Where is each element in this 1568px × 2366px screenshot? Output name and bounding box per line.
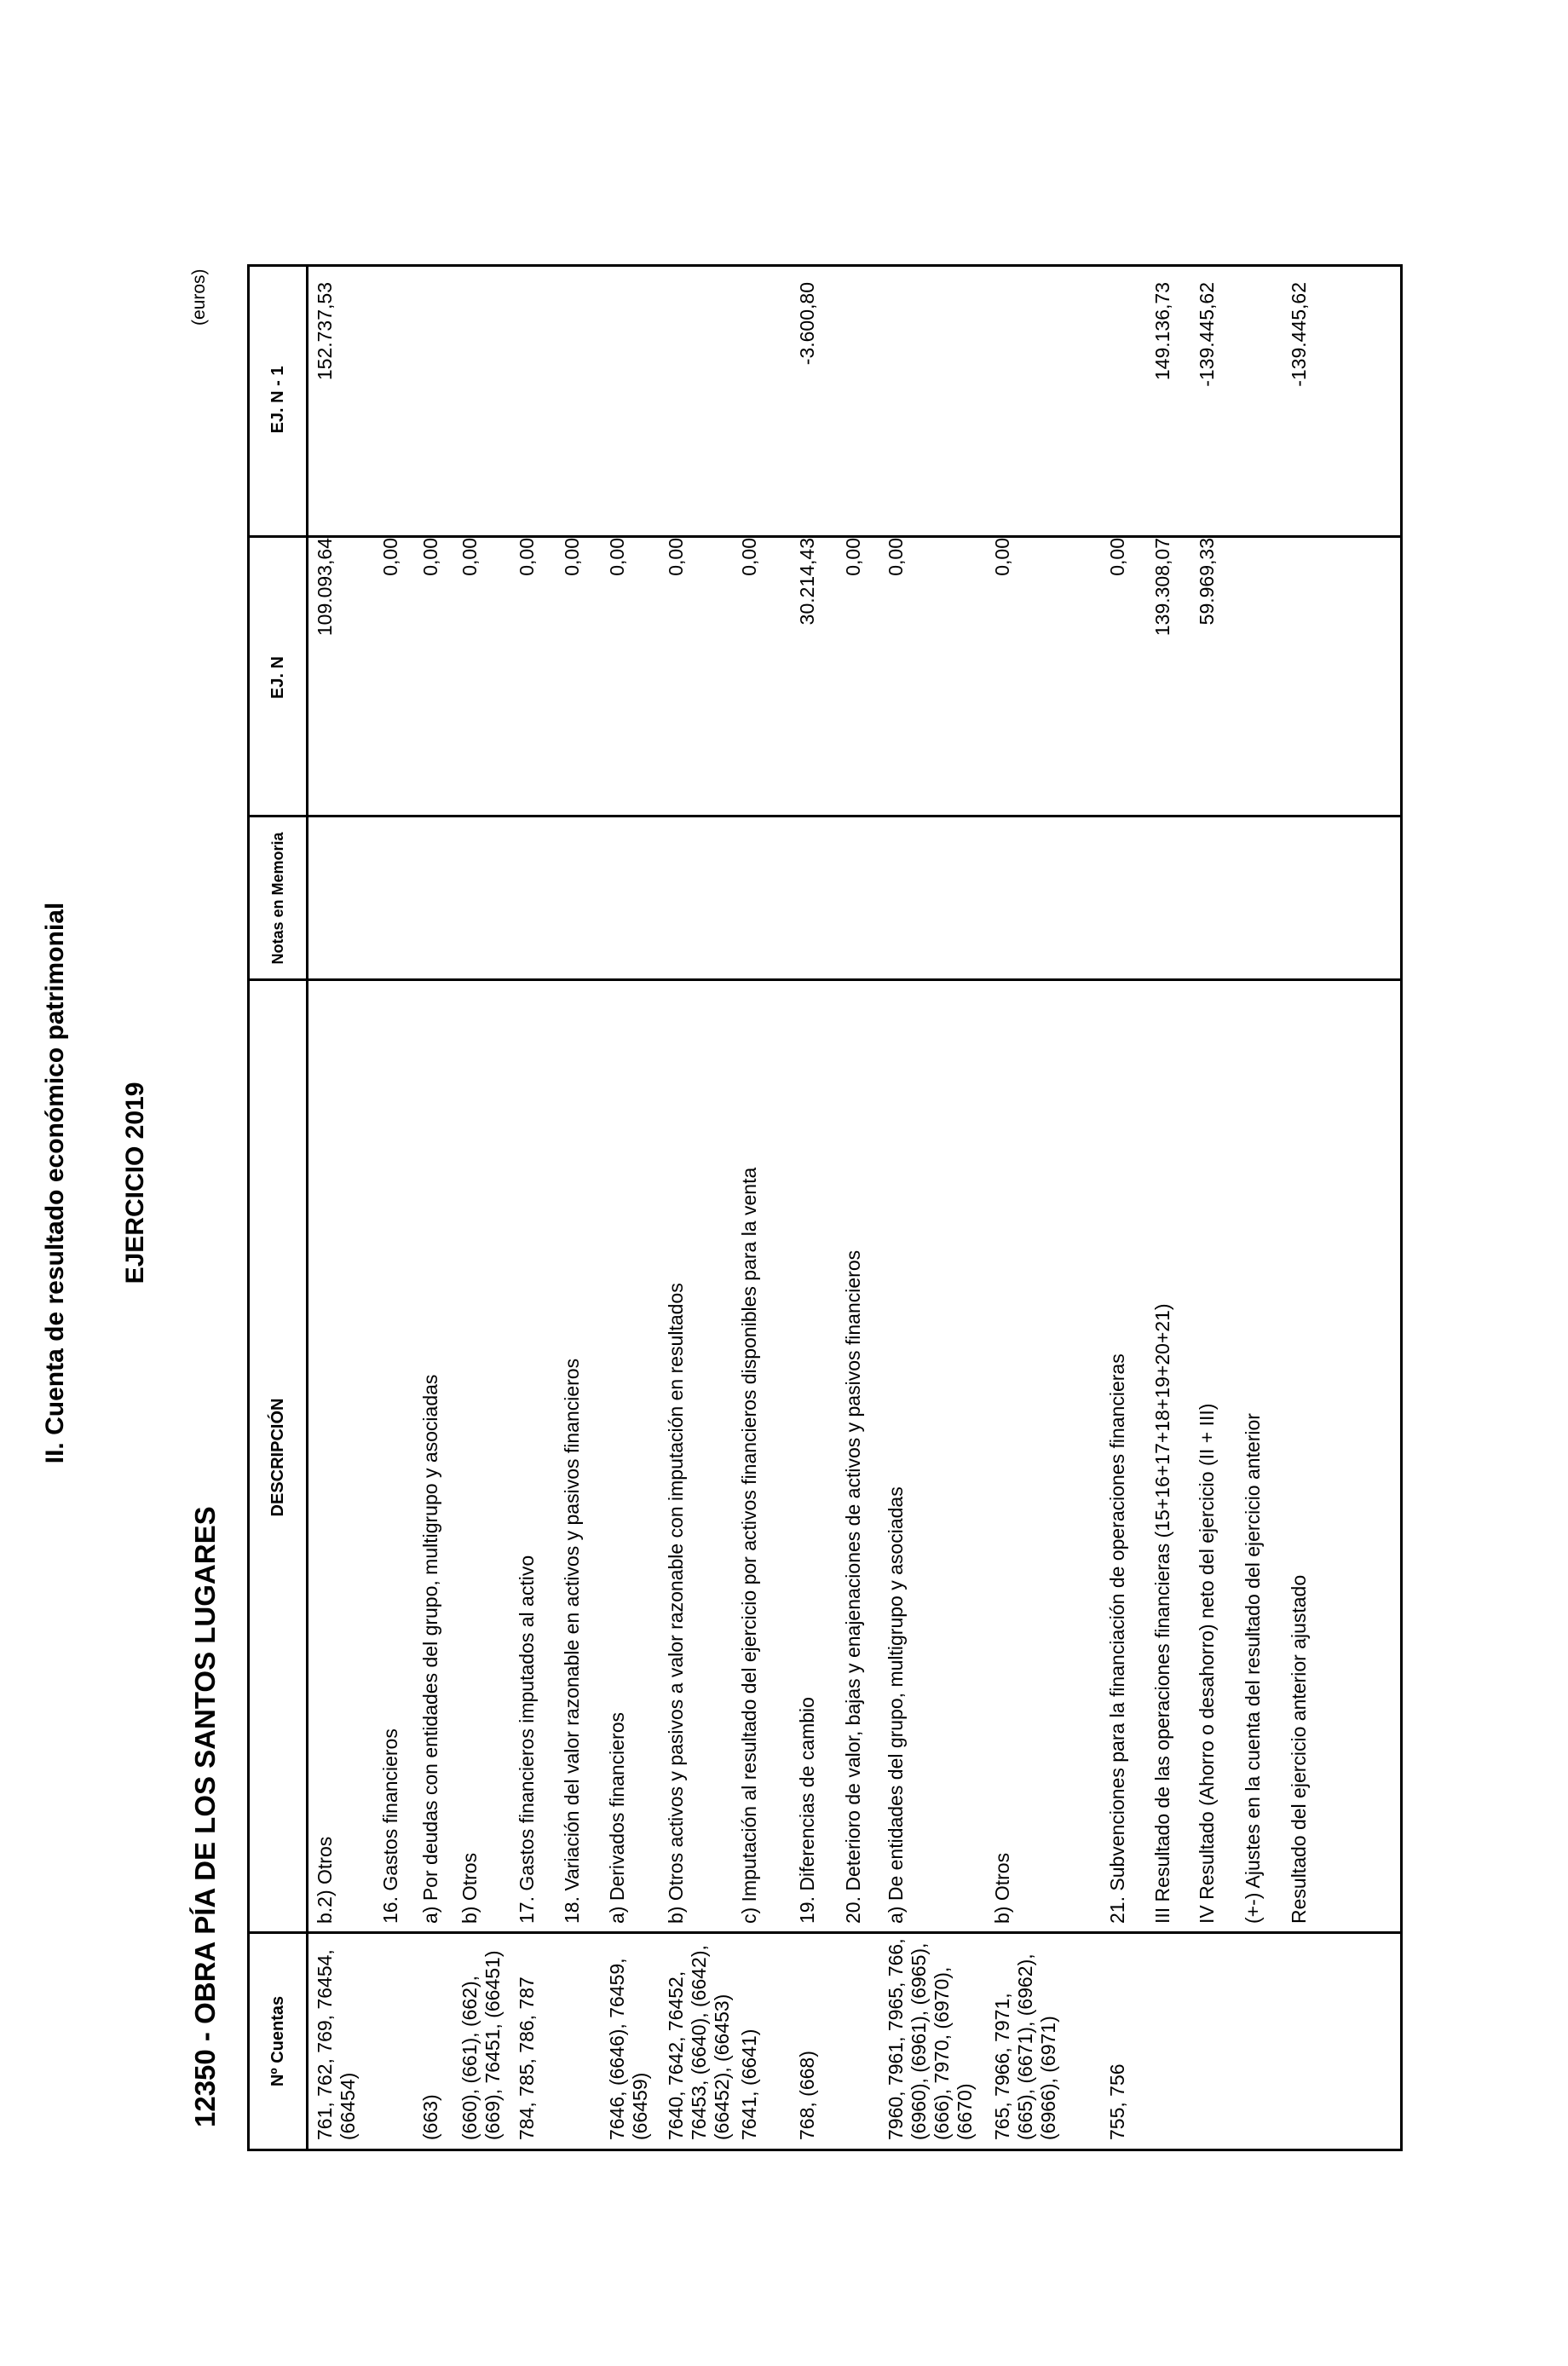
previous-year-value: 149.136,73 <box>1151 282 1173 381</box>
row-description: 19. Diferencias de cambio <box>796 1697 818 1924</box>
account-codes: 768, (668) <box>796 2051 818 2140</box>
current-year-value: 0,00 <box>379 538 401 576</box>
current-year-value: 0,00 <box>885 538 907 576</box>
row-description: 18. Variación del valor razonable en activos y pasivos financieros <box>561 1358 583 1924</box>
current-year-value: 0,00 <box>458 538 481 576</box>
currency-note: (euros) <box>189 268 209 326</box>
previous-year-value: -139.445,62 <box>1196 282 1218 387</box>
current-year-value: 109.093,64 <box>314 538 336 637</box>
row-description: b) Otros activos y pasivos a valor razonable con imputación en resultados <box>665 1283 687 1924</box>
account-codes: 7640, 7642, 76452, 76453, (6640), (6642), (66452), (66453) <box>665 1945 733 2140</box>
current-year-value: 0,00 <box>738 538 760 576</box>
account-codes: 765, 7966, 7971, (665), (6671), (6962), (6966), (6971) <box>991 1953 1059 2140</box>
header-description: DESCRIPCIÓN <box>268 1398 287 1517</box>
previous-year-value: -3.600,80 <box>796 282 818 366</box>
previous-year-value: 152.737,53 <box>314 282 336 381</box>
row-description: III Resultado de las operaciones financieras (15+16+17+18+19+20+21) <box>1151 1303 1173 1924</box>
current-year-value: 0,00 <box>991 538 1013 576</box>
header-current-year: EJ. N <box>268 655 287 700</box>
current-year-value: 0,00 <box>1106 538 1128 576</box>
fiscal-year-heading: EJERCICIO 2019 <box>121 1082 149 1284</box>
account-codes: 7646, (6646), 76459, (66459) <box>606 1958 651 2140</box>
column-divider <box>250 978 1400 981</box>
current-year-value: 0,00 <box>561 538 583 576</box>
header-notes: Notas en Memoria <box>269 832 286 965</box>
account-codes: 755, 756 <box>1106 2063 1128 2140</box>
current-year-value: 59.969,33 <box>1196 538 1218 626</box>
current-year-value: 0,00 <box>842 538 864 576</box>
header-divider <box>306 267 308 2149</box>
row-description: 20. Deterioro de valor, bajas y enajenaciones de activos y pasivos financieros <box>842 1249 864 1924</box>
row-description: 21. Subvenciones para la financiación de operaciones financieras <box>1106 1353 1128 1924</box>
statement-title: II. Cuenta de resultado económico patrimonial <box>41 902 69 1464</box>
current-year-value: 0,00 <box>665 538 687 576</box>
header-previous-year: EJ. N - 1 <box>268 366 287 434</box>
row-description: c) Imputación al resultado del ejercicio por activos financieros disponibles para la venta <box>738 1167 760 1924</box>
header-accounts: Nº Cuentas <box>268 1995 287 2087</box>
row-description: a) De entidades del grupo, multigrupo y asociadas <box>885 1486 907 1924</box>
row-description: 17. Gastos financieros imputados al activo <box>516 1555 538 1924</box>
column-divider <box>250 1931 1400 1934</box>
row-description: (+-) Ajustes en la cuenta del resultado del ejercicio anterior <box>1242 1413 1264 1924</box>
current-year-value: 139.308,07 <box>1151 538 1173 637</box>
account-codes: (663) <box>419 2094 441 2140</box>
current-year-value: 0,00 <box>516 538 538 576</box>
statement-table <box>247 264 1403 2151</box>
account-codes: 784, 785, 786, 787 <box>516 1976 538 2140</box>
current-year-value: 30.214,43 <box>796 538 818 626</box>
row-description: IV Resultado (Ahorro o desahorro) neto del ejercicio (II + III) <box>1196 1403 1218 1924</box>
row-description: Resultado del ejercicio anterior ajustado <box>1288 1574 1310 1924</box>
row-description: b.2) Otros <box>314 1836 336 1924</box>
account-codes: 761, 762, 769, 76454, (66454) <box>314 1949 359 2140</box>
row-description: a) Derivados financieros <box>606 1711 628 1924</box>
account-codes: 7641, (6641) <box>738 2028 760 2140</box>
row-description: b) Otros <box>991 1852 1013 1924</box>
row-description: 16. Gastos financieros <box>379 1728 401 1924</box>
previous-year-value: -139.445,62 <box>1288 282 1310 387</box>
row-description: b) Otros <box>458 1852 481 1924</box>
account-codes: (660), (661), (662), (669), 76451, (66451) <box>458 1950 504 2140</box>
account-codes: 7960, 7961, 7965, 766, (6960), (6961), (6965), (666), 7970, (6970), (6670) <box>885 1938 976 2140</box>
entity-name: 12350 - OBRA PÍA DE LOS SANTOS LUGARES <box>189 1506 221 2127</box>
current-year-value: 0,00 <box>419 538 441 576</box>
row-description: a) Por deudas con entidades del grupo, multigrupo y asociadas <box>419 1374 441 1924</box>
current-year-value: 0,00 <box>606 538 628 576</box>
